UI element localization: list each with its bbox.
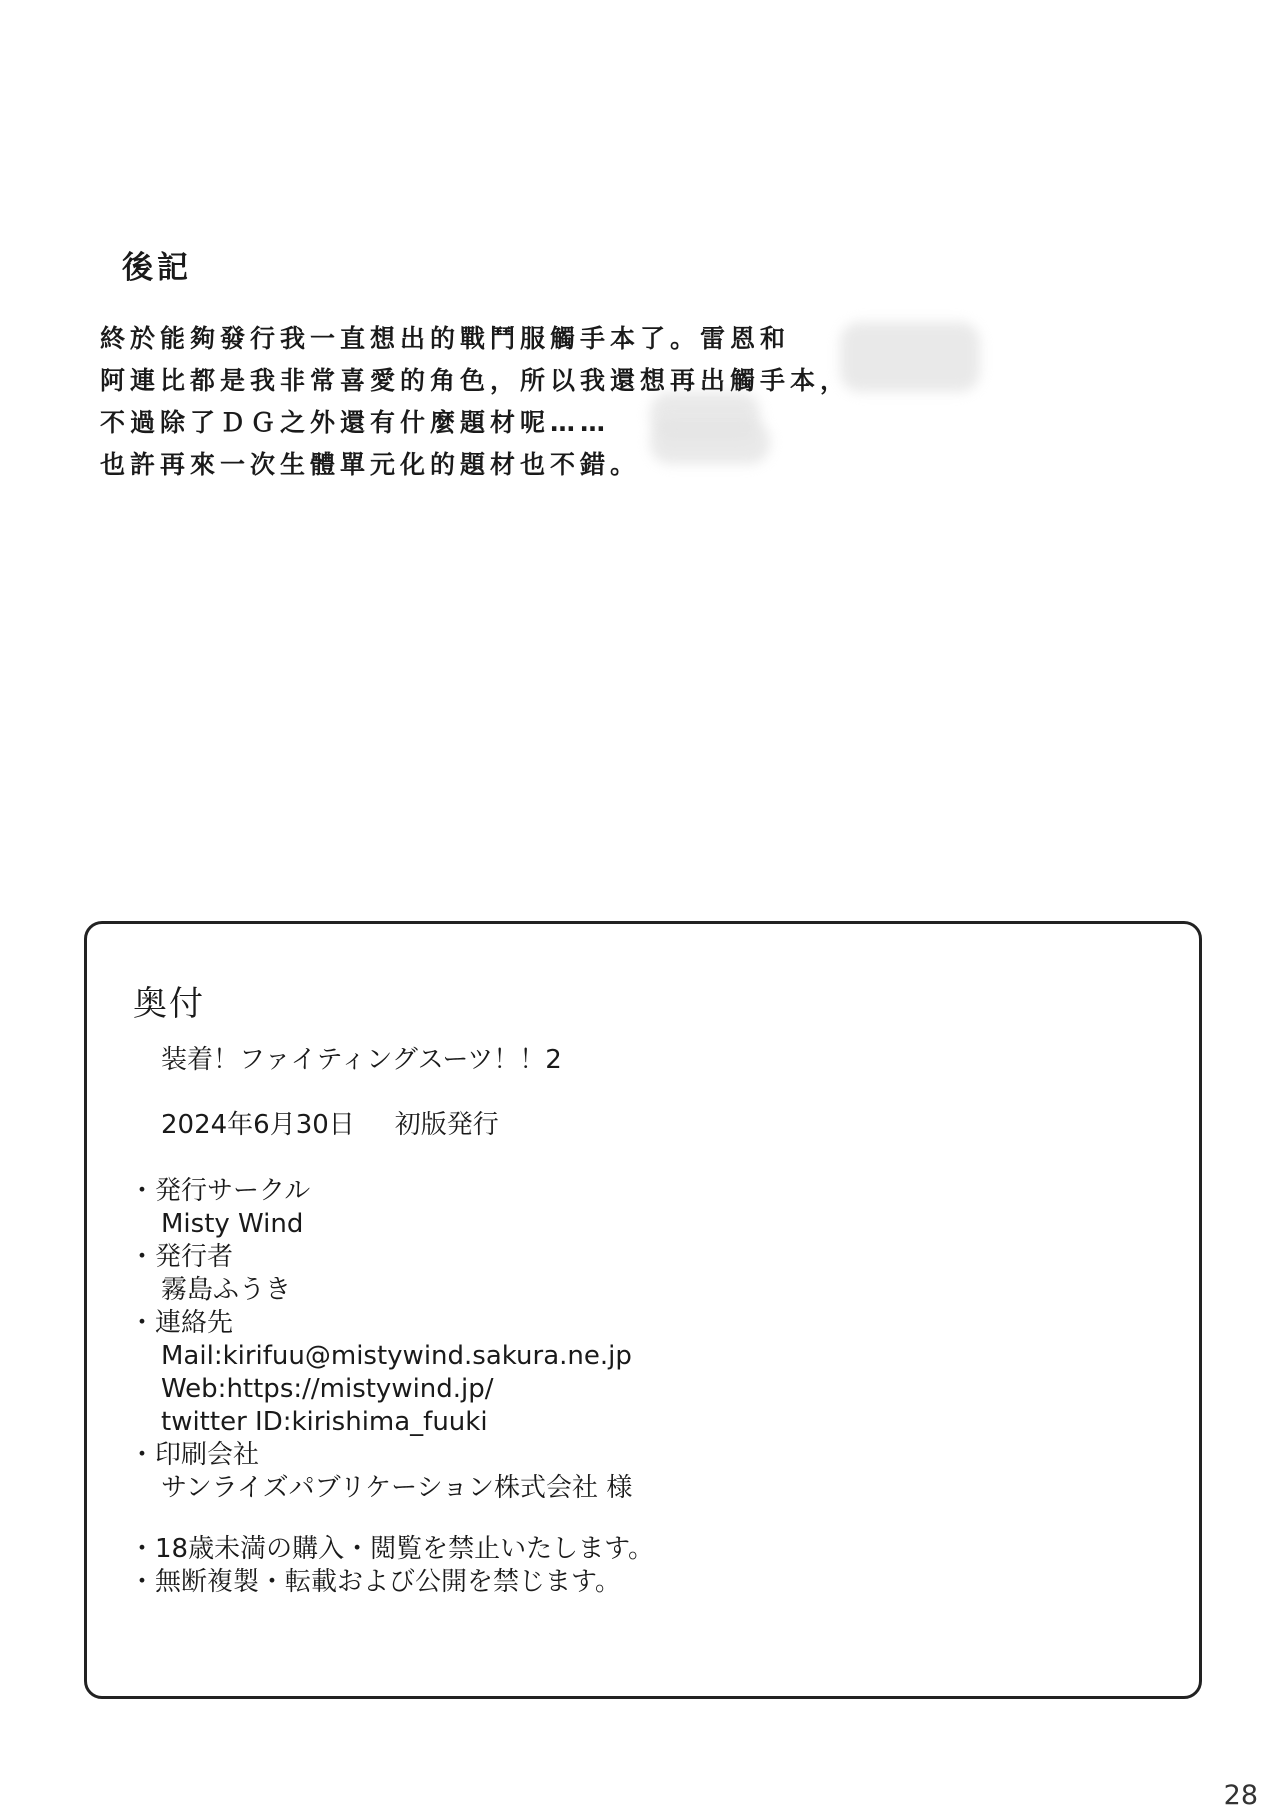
notice-age: ・18歳未満の購入・閲覧を禁止いたします。 xyxy=(129,1534,655,1564)
colophon-title: 奥付 xyxy=(133,984,205,1024)
printer-label: ・印刷会社 xyxy=(129,1440,260,1470)
contact-web: Web:https://mistywind.jp/ xyxy=(161,1374,494,1404)
printer-value: サンライズパブリケーション株式会社 様 xyxy=(161,1473,633,1503)
afterword-heading: 後記 xyxy=(110,238,204,291)
afterword-line: 也許再來一次生體單元化的題材也不錯。 xyxy=(100,450,641,479)
edition-label: 初版発行 xyxy=(394,1110,499,1140)
book-title: 装着！ファイティングスーツ！！2 xyxy=(161,1045,562,1075)
date-row xyxy=(129,1109,654,1142)
contact-twitter: twitter ID:kirishima_fuuki xyxy=(161,1407,488,1437)
publisher-label: ・発行者 xyxy=(129,1242,234,1272)
afterword-line: 阿連比都是我非常喜愛的角色，所以我還想再出觸手本， xyxy=(100,366,851,395)
contact-label: ・連絡先 xyxy=(129,1308,234,1338)
circle-label: ・発行サークル xyxy=(129,1176,311,1206)
publish-date: 2024年6月30日 xyxy=(161,1110,355,1140)
page-number: 28 xyxy=(1223,1780,1258,1811)
notice-copyright: ・無断複製・転載および公開を禁じます。 xyxy=(129,1567,621,1597)
afterword-body xyxy=(100,318,1000,486)
circle-value: Misty Wind xyxy=(161,1209,304,1239)
publisher-value: 霧島ふうき xyxy=(161,1275,292,1305)
colophon-body xyxy=(129,1044,654,1599)
afterword-line: 終於能夠發行我一直想出的戰鬥服觸手本了。雷恩和 xyxy=(100,324,791,353)
contact-mail: Mail:kirifuu@mistywind.sakura.ne.jp xyxy=(161,1341,632,1371)
afterword-line: 不過除了ＤＧ之外還有什麼題材呢…… xyxy=(100,408,611,437)
colophon-box xyxy=(84,921,1202,1699)
